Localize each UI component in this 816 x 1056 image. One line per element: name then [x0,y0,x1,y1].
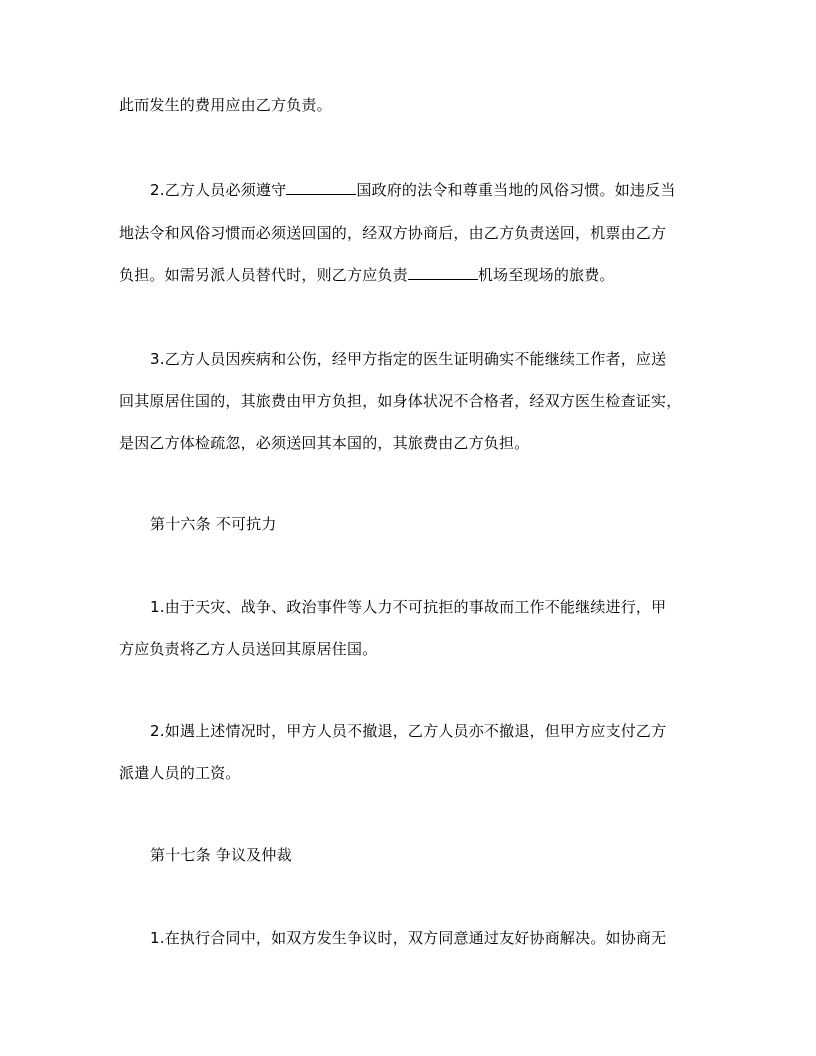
paragraph-line: 回其原居住国的，其旅费由甲方负担，如身体状况不合格者，经双方医生检查证实， [119,392,682,410]
paragraph-line: 派遣人员的工资。 [119,764,241,782]
paragraph-line [150,180,699,200]
text-fragment: 2.乙方人员必须遵守 [150,181,287,199]
text-fragment: 国政府的法令和尊重当地的风俗习惯。如违反当 [356,181,676,199]
paragraph-line [119,265,699,285]
text-fragment: 机场至现场的旅费。 [477,266,615,284]
fill-in-blank[interactable] [408,265,478,280]
paragraph-line: 3.乙方人员因疾病和公伤，经甲方指定的医生证明确实不能继续工作者，应送 [150,350,667,368]
paragraph-line: 是因乙方体检疏忽，必须送回其本国的，其旅费由乙方负担。 [119,434,530,452]
section-heading: 第十六条 不可抗力 [150,515,277,533]
paragraph-line: 1.由于天灾、战争、政治事件等人力不可抗拒的事故而工作不能继续进行，甲 [150,598,667,616]
fill-in-blank[interactable] [286,180,356,195]
paragraph-line: 1.在执行合同中，如双方发生争议时，双方同意通过友好协商解决。如协商无 [150,929,667,947]
section-heading: 第十七条 争议及仲裁 [150,846,292,864]
paragraph-line: 方应负责将乙方人员送回其原居住国。 [119,640,378,658]
text-fragment: 负担。如需另派人员替代时，则乙方应负责 [119,266,408,284]
paragraph-line: 此而发生的费用应由乙方负责。 [119,96,332,114]
paragraph-line: 2.如遇上述情况时，甲方人员不撤退，乙方人员亦不撤退，但甲方应支付乙方 [150,722,667,740]
paragraph-line: 地法令和风俗习惯而必须送回国的，经双方协商后，由乙方负责送回，机票由乙方 [119,224,667,242]
